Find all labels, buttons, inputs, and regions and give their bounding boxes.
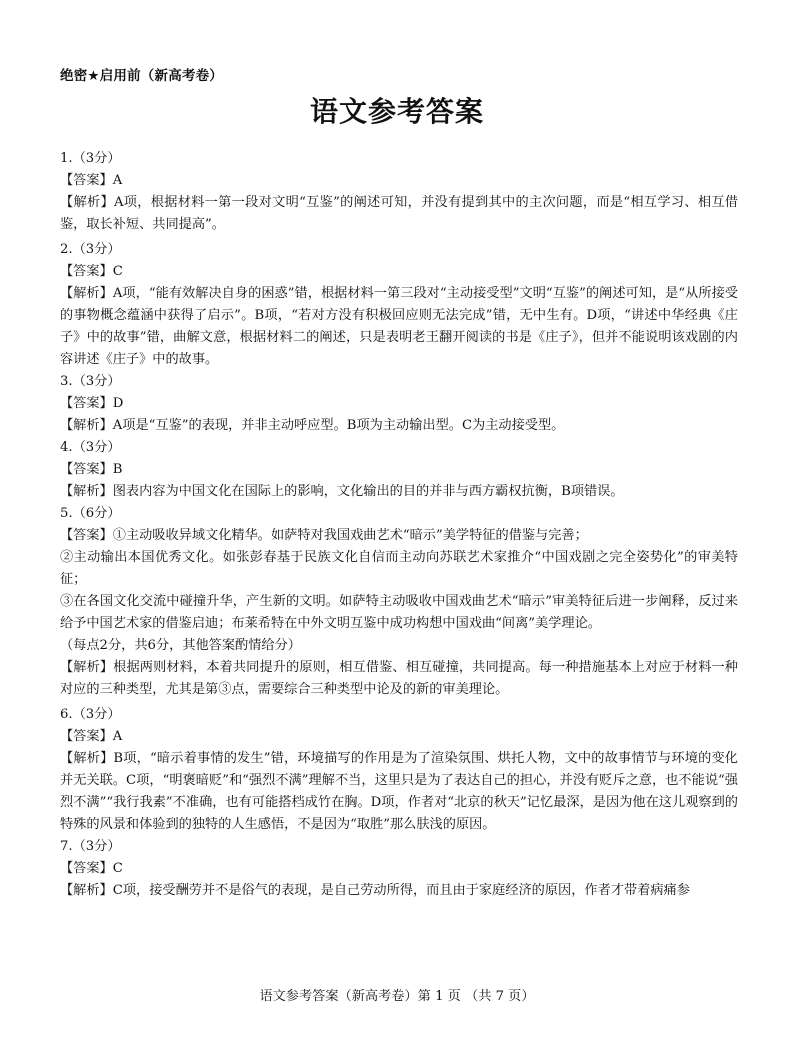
question-block-3 (60, 371, 738, 437)
page-footer: 语文参考答案（新高考卷）第 1 页 （共 7 页） (259, 989, 535, 1004)
secret-label: 绝密★启用前（新高考卷） (60, 68, 224, 84)
answer-key: 【答案】C (60, 264, 123, 279)
question-number: 4.（3分） (60, 440, 121, 455)
question-block-2 (60, 239, 738, 371)
answer-content (60, 148, 738, 902)
answer-key: 【答案】B (60, 462, 123, 477)
answer-analysis: 【解析】A项，根据材料一第一段对文明“互鉴”的阐述可知，并没有提到其中的主次问题，而是“相互学习、相互借鉴，取长补短、共同提高”。 (60, 195, 738, 232)
question-number: 7.（3分） (60, 839, 121, 854)
answer-key: 【答案】A (60, 729, 123, 744)
answer-analysis: 【解析】C项，接受酬劳并不是俗气的表现，是自己劳动所得，而且由于家庭经济的原因，作者才带着病痛参 (60, 883, 690, 898)
answer-key: 【答案】A (60, 173, 123, 188)
question-block-4 (60, 437, 738, 503)
answer-analysis: 【解析】图表内容为中国文化在国际上的影响，文化输出的目的并非与西方霸权抗衡，B项错误。 (60, 484, 624, 499)
scoring-note: （每点2分，共6分，其他答案酌情给分） (60, 638, 301, 653)
answer-analysis: 【解析】B项，“暗示着事情的发生”错，环境描写的作用是为了渲染氛围、烘托人物，文中的故事情节与环境的变化并无关联。C项，“明褒暗贬”和“强烈不满”理解不当，这里只是为了表达自己的担心，并没有贬斥之意，也不能说“强烈不满”“我行我素”不准确，也有可能搭档成竹在胸。D项，作者对“北京的秋天”记忆最深，是因为他在这儿观察到的特殊的风景和体验到的独特的人生感悟，不是因为“取胜”那么肤浅的原因。 (60, 751, 738, 832)
answer-key: 【答案】C (60, 861, 123, 876)
question-number: 5.（6分） (60, 506, 121, 521)
answer-analysis: 【解析】A项，“能有效解决自身的困惑”错，根据材料一第三段对“主动接受型”文明“互鉴”的阐述可知，是“从所接受的事物概念蕴涵中获得了启示”。B项，“若对方没有积极回应则无法完成”错，无中生有。D项，“讲述中华经典《庄子》中的故事”错，曲解文意，根据材料二的阐述，只是表明老王翻开阅读的书是《庄子》，但并不能说明该戏剧的内容讲述《庄子》中的故事。 (60, 286, 738, 367)
answer-key: 【答案】D (60, 396, 124, 411)
answer-analysis: 【解析】A项是“互鉴”的表现，并非主动呼应型。B项为主动输出型。C为主动接受型。 (60, 418, 565, 433)
page-title: 语文参考答案 (309, 95, 484, 128)
question-block-7 (60, 836, 738, 902)
question-block-1 (60, 148, 738, 236)
question-number: 6.（3分） (60, 707, 121, 722)
answer-analysis: 【解析】根据两则材料，本着共同提升的原则，相互借鉴、相互碰撞，共同提高。每一种措施基本上对应于材料一种对应的三种类型，尤其是第③点，需要综合三种类型中论及的新的审美理论。 (60, 660, 738, 697)
question-number: 2.（3分） (60, 242, 121, 257)
answer-point-3: ③在各国文化交流中碰撞升华，产生新的文明。如萨特主动吸收中国戏曲艺术“暗示”审美特征后进一步阐释，反过来给予中国艺术家的借鉴启迪；布莱希特在中外文明互鉴中成功构想中国戏曲“间离”美学理论。 (60, 594, 738, 631)
question-number: 1.（3分） (60, 151, 121, 166)
answer-point-1: 【答案】①主动吸收异域文化精华。如萨特对我国戏曲艺术“暗示”美学特征的借鉴与完善； (60, 528, 588, 543)
question-number: 3.（3分） (60, 374, 121, 389)
question-block-5 (60, 503, 738, 701)
question-block-6 (60, 704, 738, 836)
answer-point-2: ②主动输出本国优秀文化。如张彭春基于民族文化自信而主动向苏联艺术家推介“中国戏剧之完全姿势化”的审美特征； (60, 550, 738, 587)
